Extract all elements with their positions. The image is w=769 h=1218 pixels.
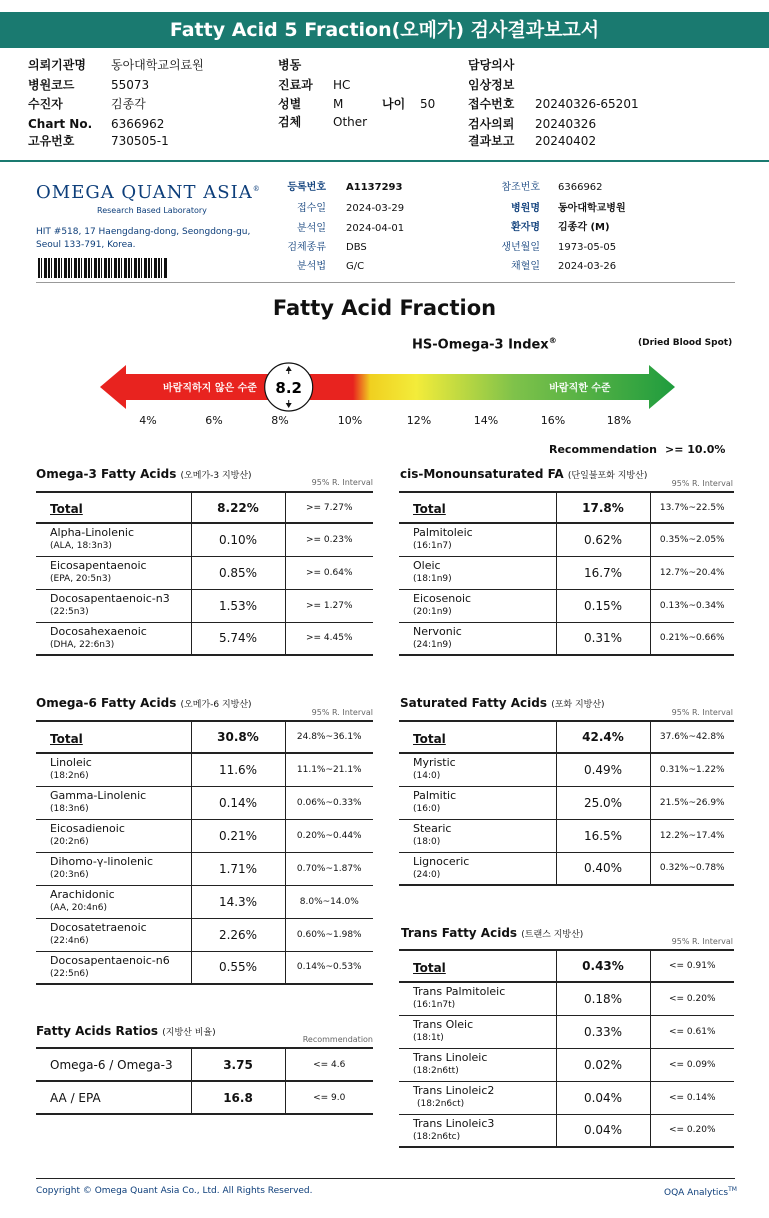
spec-value: 6366962 xyxy=(558,182,603,193)
sample-type: (Dried Blood Spot) xyxy=(638,338,733,348)
table-row: Lignoceric (24:0) 0.40% 0.32%~0.78% xyxy=(399,852,734,885)
field-value: 6366962 xyxy=(111,117,165,131)
spec-label: 참조번호 xyxy=(501,182,540,193)
copyright: Copyright © Omega Quant Asia Co., Ltd. All Rights Reserved. xyxy=(36,1186,313,1196)
spec-label: 검체종류 xyxy=(287,242,326,253)
field-value: 730505-1 xyxy=(111,134,169,148)
table-row: Trans Linoleic3 (18:2n6tc) 0.04% <= 0.20% xyxy=(399,1114,734,1147)
total-row: Total 8.22% >= 7.27% xyxy=(36,492,373,523)
spec-label: 채혈일 xyxy=(511,261,540,272)
index-title: HS-Omega-3 Index® xyxy=(412,336,557,353)
omega3-index-gauge xyxy=(100,362,675,412)
field-label: 검사의뢰 xyxy=(468,117,515,131)
tick-label: 10% xyxy=(337,414,363,427)
tick-label: 18% xyxy=(606,414,632,427)
table-row: Dihomo-γ-linolenic (20:3n6) 1.71% 0.70%~1.87% xyxy=(36,852,373,885)
spec-value: DBS xyxy=(346,242,367,253)
table-row: Nervonic (24:1n9) 0.31% 0.21%~0.66% xyxy=(399,622,734,655)
recommendation-value: >= 10.0% xyxy=(665,443,726,456)
omega3-title: Omega-3 Fatty Acids (오메가-3 지방산) xyxy=(36,467,252,481)
interval-label: 95% R. Interval xyxy=(671,937,733,946)
field-label: 검체 xyxy=(278,115,302,129)
index-value: 8.2 xyxy=(275,379,302,397)
spec-label: 등록번호 xyxy=(287,182,326,193)
field-value: 20240326-65201 xyxy=(535,97,639,111)
table-row: Docosatetraenoic (22:4n6) 2.26% 0.60%~1.98% xyxy=(36,918,373,951)
omega6-title: Omega-6 Fatty Acids (오메가-6 지방산) xyxy=(36,696,252,710)
table-row: Stearic (18:0) 16.5% 12.2%~17.4% xyxy=(399,819,734,852)
sfa-table xyxy=(399,720,734,886)
table-row: Eicosapentaenoic (EPA, 20:5n3) 0.85% >= 0.64% xyxy=(36,556,373,589)
total-row: Total 0.43% <= 0.91% xyxy=(399,950,734,982)
barcode-image xyxy=(38,258,168,278)
table-row: AA / EPA 16.8 <= 9.0 xyxy=(36,1081,373,1114)
table-row: Alpha-Linolenic (ALA, 18:3n3) 0.10% >= 0.23% xyxy=(36,523,373,556)
field-label: 성별 xyxy=(278,97,302,111)
field-label: 접수번호 xyxy=(468,97,515,111)
table-row: Myristic (14:0) 0.49% 0.31%~1.22% xyxy=(399,753,734,786)
trans-table xyxy=(399,949,734,1148)
spec-value: 2024-03-29 xyxy=(346,203,405,214)
header-divider xyxy=(0,160,769,162)
field-label: 병원코드 xyxy=(28,78,75,92)
omega6-table xyxy=(36,720,373,985)
interval-label: 95% R. Interval xyxy=(671,708,733,717)
total-row: Total 30.8% 24.8%~36.1% xyxy=(36,721,373,753)
index-marker xyxy=(265,363,313,411)
table-row: Docosahexaenoic (DHA, 22:6n3) 5.74% >= 4.45% xyxy=(36,622,373,655)
tick-label: 12% xyxy=(406,414,432,427)
age-value: 50 xyxy=(420,97,436,111)
recommendation-header: Recommendation xyxy=(302,1035,373,1044)
total-row: Total 17.8% 13.7%~22.5% xyxy=(399,492,734,523)
field-label: 고유번호 xyxy=(28,134,75,148)
table-row: Omega-6 / Omega-3 3.75 <= 4.6 xyxy=(36,1048,373,1081)
field-label: 병동 xyxy=(278,58,302,72)
ratios-table xyxy=(36,1047,373,1115)
spec-value: A1137293 xyxy=(346,182,403,193)
tick-label: 16% xyxy=(540,414,566,427)
trans-title: Trans Fatty Acids (트랜스 지방산) xyxy=(401,926,584,940)
age-label: 나이 xyxy=(382,97,406,111)
footer-brand: OQA Analytics™ xyxy=(664,1186,737,1198)
spec-label: 환자명 xyxy=(511,222,540,233)
field-value: 동아대학교의료원 xyxy=(111,58,204,72)
spec-label: 접수일 xyxy=(297,203,326,214)
mufa-table xyxy=(399,491,734,656)
ratios-title: Fatty Acids Ratios (지방산 비율) xyxy=(36,1024,216,1038)
field-value: M xyxy=(333,97,344,111)
spec-label: 분석일 xyxy=(297,223,326,234)
lab-logo: OMEGA QUANT ASIA® xyxy=(36,182,261,203)
tick-label: 8% xyxy=(271,414,289,427)
spec-value: 1973-05-05 xyxy=(558,242,617,253)
field-value: HC xyxy=(333,78,351,92)
table-row: Palmitoleic (16:1n7) 0.62% 0.35%~2.05% xyxy=(399,523,734,556)
sfa-title: Saturated Fatty Acids (포화 지방산) xyxy=(400,696,605,710)
table-row: Eicosenoic (20:1n9) 0.15% 0.13%~0.34% xyxy=(399,589,734,622)
table-row: Linoleic (18:2n6) 11.6% 11.1%~21.1% xyxy=(36,753,373,786)
divider xyxy=(36,282,735,283)
lab-address: HIT #518, 17 Haengdang-dong, Seongdong-gu, Seoul 133-791, Korea. xyxy=(36,227,251,250)
spec-label: 생년월일 xyxy=(501,242,540,253)
field-label: 진료과 xyxy=(278,78,313,92)
field-label: Chart No. xyxy=(28,117,93,131)
omega3-table xyxy=(36,491,373,656)
table-row: Arachidonic (AA, 20:4n6) 14.3% 8.0%~14.0% xyxy=(36,885,373,918)
table-row: Gamma-Linolenic (18:3n6) 0.14% 0.06%~0.33% xyxy=(36,786,373,819)
recommendation-label: Recommendation xyxy=(549,443,657,456)
field-value: 김종각 xyxy=(111,97,146,111)
good-level-label: 바람직한 수준 xyxy=(549,383,611,394)
table-row: Trans Palmitoleic (16:1n7t) 0.18% <= 0.20% xyxy=(399,982,734,1015)
spec-value: 김종각 (M) xyxy=(558,222,610,233)
spec-value: G/C xyxy=(346,261,365,272)
field-label: 결과보고 xyxy=(468,134,515,148)
bad-level-label: 바람직하지 않은 수준 xyxy=(163,383,257,394)
field-value: 55073 xyxy=(111,78,150,92)
spec-label: 병원명 xyxy=(511,203,540,214)
tick-label: 4% xyxy=(139,414,157,427)
lab-tagline: Research Based Laboratory xyxy=(97,206,207,215)
spec-value: 2024-04-01 xyxy=(346,223,405,234)
table-row: Trans Linoleic2 (18:2n6ct) 0.04% <= 0.14% xyxy=(399,1081,734,1114)
spec-value: 동아대학교병원 xyxy=(558,203,626,214)
interval-label: 95% R. Interval xyxy=(311,478,373,487)
interval-label: 95% R. Interval xyxy=(311,708,373,717)
table-row: Docosapentaenoic-n3 (22:5n3) 1.53% >= 1.27% xyxy=(36,589,373,622)
interval-label: 95% R. Interval xyxy=(671,479,733,488)
table-row: Trans Linoleic (18:2n6tt) 0.02% <= 0.09% xyxy=(399,1048,734,1081)
table-row: Trans Oleic (18:1t) 0.33% <= 0.61% xyxy=(399,1015,734,1048)
field-label: 담당의사 xyxy=(468,58,515,72)
field-label: 의뢰기관명 xyxy=(28,58,86,72)
spec-value: 2024-03-26 xyxy=(558,261,617,272)
table-row: Oleic (18:1n9) 16.7% 12.7%~20.4% xyxy=(399,556,734,589)
field-value: 20240402 xyxy=(535,134,597,148)
spec-label: 분석법 xyxy=(297,261,326,272)
tick-label: 14% xyxy=(473,414,499,427)
field-value: 20240326 xyxy=(535,117,597,131)
total-row: Total 42.4% 37.6%~42.8% xyxy=(399,721,734,753)
table-row: Palmitic (16:0) 25.0% 21.5%~26.9% xyxy=(399,786,734,819)
field-label: 임상정보 xyxy=(468,78,515,92)
table-row: Docosapentaenoic-n6 (22:5n6) 0.55% 0.14%~0.53% xyxy=(36,951,373,984)
table-row: Eicosadienoic (20:2n6) 0.21% 0.20%~0.44% xyxy=(36,819,373,852)
footer-divider xyxy=(36,1178,735,1179)
tick-label: 6% xyxy=(205,414,223,427)
field-value: Other xyxy=(333,115,368,129)
section-heading: Fatty Acid Fraction xyxy=(272,296,497,320)
mufa-title: cis-Monounsaturated FA (단일불포화 지방산) xyxy=(400,467,648,481)
report-title: Fatty Acid 5 Fraction(오메가) 검사결과보고서 xyxy=(0,12,769,48)
field-label: 수진자 xyxy=(28,97,63,111)
